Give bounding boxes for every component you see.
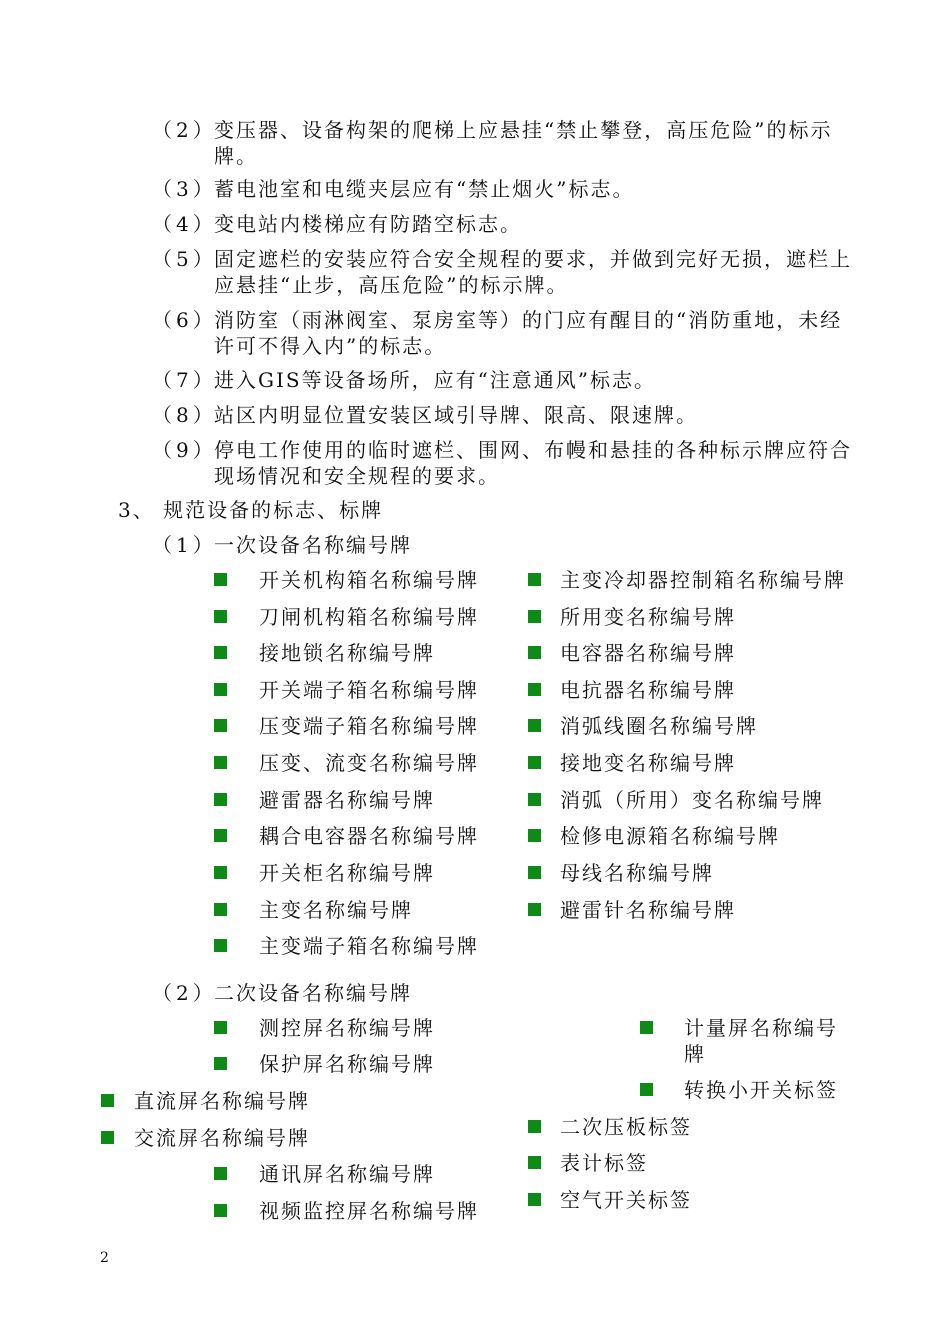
item-number: （8） [152, 403, 217, 427]
list-item: 通讯屏名称编号牌 [259, 1162, 435, 1186]
list-item: 耦合电容器名称编号牌 [259, 824, 479, 848]
list-item: 主变端子箱名称编号牌 [259, 934, 479, 958]
bullet-icon [640, 1021, 653, 1034]
subsection-title: 二次设备名称编号牌 [214, 981, 412, 1005]
list-item: 开关机构箱名称编号牌 [259, 568, 479, 592]
subsection-number: （2） [152, 981, 217, 1005]
section-heading: 3、 规范设备的标志、标牌 [118, 498, 384, 522]
list-item: 电容器名称编号牌 [560, 641, 736, 665]
bullet-icon [214, 683, 227, 696]
list-item: 避雷针名称编号牌 [560, 898, 736, 922]
list-item: 消弧线圈名称编号牌 [560, 714, 758, 738]
list-item: 避雷器名称编号牌 [259, 788, 435, 812]
list-item: 二次压板标签 [560, 1115, 692, 1139]
bullet-icon [528, 903, 541, 916]
bullet-icon [214, 1021, 227, 1034]
bullet-icon [528, 756, 541, 769]
list-item: 空气开关标签 [560, 1188, 692, 1212]
bullet-icon [214, 866, 227, 879]
list-item: 压变、流变名称编号牌 [259, 751, 479, 775]
subsection-number: （1） [152, 533, 217, 557]
list-item: 刀闸机构箱名称编号牌 [259, 605, 479, 629]
list-item: 直流屏名称编号牌 [134, 1089, 310, 1113]
list-item: 消弧（所用）变名称编号牌 [560, 788, 824, 812]
list-item: 计量屏名称编号牌 [684, 1016, 838, 1066]
list-item: 电抗器名称编号牌 [560, 678, 736, 702]
list-item: 开关端子箱名称编号牌 [259, 678, 479, 702]
item-number: （5） [152, 247, 217, 271]
list-item: 压变端子箱名称编号牌 [259, 714, 479, 738]
bullet-icon [101, 1094, 114, 1107]
bullet-icon [214, 939, 227, 952]
item-text: 站区内明显位置安装区域引导牌、限高、限速牌。 [214, 403, 698, 427]
item-number: （7） [152, 368, 217, 392]
bullet-icon [528, 646, 541, 659]
list-item: 保护屏名称编号牌 [259, 1052, 435, 1076]
bullet-icon [528, 829, 541, 842]
list-item: 主变冷却器控制箱名称编号牌 [560, 568, 846, 592]
item-text: 变压器、设备构架的爬梯上应悬挂“禁止攀登，高压危险”的标示牌。 [214, 118, 833, 168]
bullet-icon [214, 1167, 227, 1180]
bullet-icon [528, 1193, 541, 1206]
list-item: 表计标签 [560, 1151, 648, 1175]
list-item: 接地锁名称编号牌 [259, 641, 435, 665]
bullet-icon [214, 793, 227, 806]
bullet-icon [101, 1131, 114, 1144]
bullet-icon [528, 683, 541, 696]
list-item: 转换小开关标签 [684, 1078, 838, 1102]
bullet-icon [214, 573, 227, 586]
bullet-icon [214, 1204, 227, 1217]
list-item: 主变名称编号牌 [259, 898, 413, 922]
item-text: 停电工作使用的临时遮栏、围网、布幔和悬挂的各种标示牌应符合现场情况和安全规程的要求。 [214, 438, 852, 488]
bullet-icon [214, 610, 227, 623]
bullet-icon [214, 829, 227, 842]
bullet-icon [528, 1120, 541, 1133]
list-item: 接地变名称编号牌 [560, 751, 736, 775]
subsection-title: 一次设备名称编号牌 [214, 533, 412, 557]
list-item: 测控屏名称编号牌 [259, 1016, 435, 1040]
bullet-icon [214, 1057, 227, 1070]
item-text: 进入GIS等设备场所，应有“注意通风”标志。 [214, 368, 657, 392]
list-item: 母线名称编号牌 [560, 861, 714, 885]
bullet-icon [640, 1083, 653, 1096]
bullet-icon [528, 1156, 541, 1169]
item-text: 固定遮栏的安装应符合安全规程的要求，并做到完好无损，遮栏上应悬挂“止步，高压危险”的标示牌。 [214, 247, 852, 297]
item-number: （3） [152, 177, 217, 201]
bullet-icon [214, 756, 227, 769]
bullet-icon [214, 646, 227, 659]
bullet-icon [528, 573, 541, 586]
item-number: （4） [152, 212, 217, 236]
item-text: 蓄电池室和电缆夹层应有“禁止烟火”标志。 [214, 177, 635, 201]
bullet-icon [214, 719, 227, 732]
item-number: （9） [152, 438, 217, 462]
bullet-icon [528, 719, 541, 732]
bullet-icon [528, 793, 541, 806]
list-item: 视频监控屏名称编号牌 [259, 1199, 479, 1223]
page-number: 2 [100, 1250, 109, 1266]
item-text: 消防室（雨淋阀室、泵房室等）的门应有醒目的“消防重地，未经许可不得入内”的标志。 [214, 308, 843, 358]
item-number: （6） [152, 308, 217, 332]
bullet-icon [214, 903, 227, 916]
list-item: 交流屏名称编号牌 [134, 1126, 310, 1150]
item-number: （2） [152, 118, 217, 142]
item-text: 变电站内楼梯应有防踏空标志。 [214, 212, 522, 236]
list-item: 开关柜名称编号牌 [259, 861, 435, 885]
list-item: 检修电源箱名称编号牌 [560, 824, 780, 848]
bullet-icon [528, 866, 541, 879]
list-item: 所用变名称编号牌 [560, 605, 736, 629]
bullet-icon [528, 610, 541, 623]
